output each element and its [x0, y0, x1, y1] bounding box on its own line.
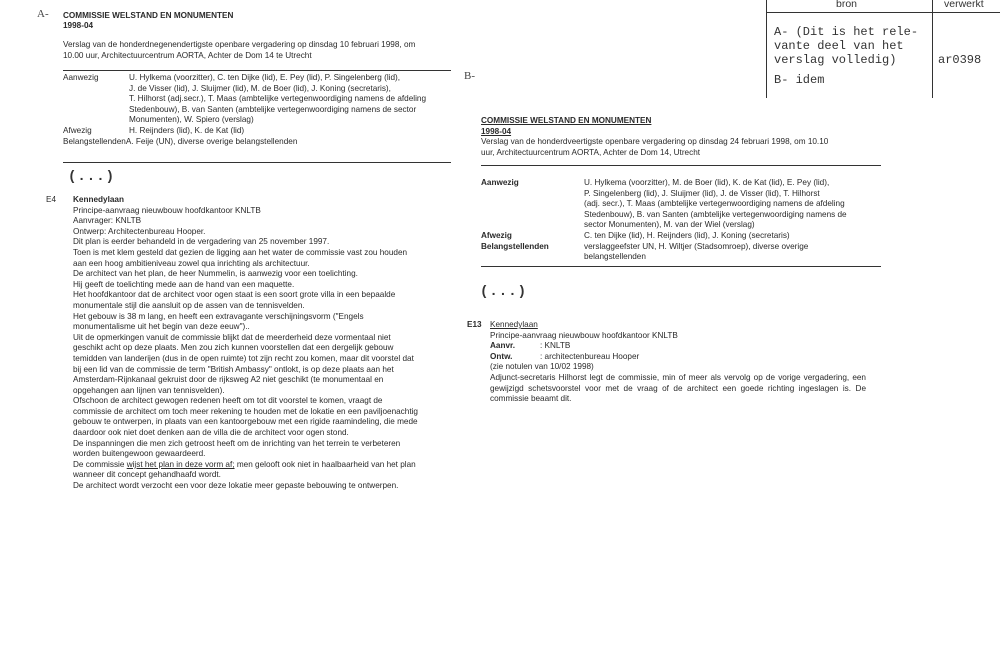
doc-a-item-code: E4	[46, 195, 57, 204]
attendance-names	[584, 178, 847, 231]
body-line: Toen is met klem gesteld dat gezien de ligging aan het water de commissie vast zou houden	[73, 247, 408, 257]
intro-line: uur, Architectuurcentrum AORTA, Achter de Dom 14, Utrecht	[481, 147, 701, 157]
names-line: T. Hilhorst (adj.secr.), T. Maas (ambtelijke vertegenwoordiging namens de afdeling	[129, 94, 427, 104]
doc-a-title: COMMISSIE WELSTAND EN MONUMENTEN	[63, 11, 234, 20]
intro-line: Verslag van de honderdveertigste openbare vergadering op dinsdag 24 februari 1998, om 10.10	[481, 137, 829, 146]
item-body	[73, 206, 463, 460]
body-line: Uit de opmerkingen vanuit de commissie blijkt dat de meerderheid deze vormentaal niet	[73, 332, 391, 342]
names-line: belangstellenden	[584, 252, 646, 262]
attendance-label: Belangstellenden	[63, 136, 126, 146]
table-border-left	[766, 0, 767, 98]
doc-a-ellipsis: (...)	[68, 169, 116, 185]
body-line: De architect wordt verzocht een voor deze lokatie meer gepaste bebouwing te ontwerpen.	[73, 481, 399, 491]
names-line: verslaggeefster UN, H. Wiltjer (Stadsomroep), diverse overige	[584, 241, 809, 251]
body-line: aan een hoog ambitieniveau zowel qua inrichting als architectuur.	[73, 258, 310, 268]
header-verwerkt: verwerkt	[944, 0, 984, 10]
verwerkt-code: ar0398	[938, 53, 982, 67]
decision-post: men gelooft ook niet in haalbaarheid van het plan	[234, 459, 416, 469]
body-line: temidden van landerijen (dus in de open ruimte) tot zijn recht zou komen, maar dit voorstel dat	[73, 353, 414, 363]
intro-line: Verslag van de honderdnegenendertigste openbare vergadering op dinsdag 10 februari 1998, om	[63, 40, 416, 49]
field-label: Ontw.	[490, 351, 513, 361]
attendance-label: Belangstellenden	[481, 241, 549, 251]
field-aanvr	[490, 341, 866, 352]
body-line: Het hoofdkantoor dat de architect voor ogen staat is een soort grote villa in een bepaalde	[73, 290, 396, 300]
body-line: bij een lid van de commissie de term "British Ambassy" ontlokt, is op deze plaats aan het	[73, 364, 394, 374]
doc-b-item-code: E13	[467, 320, 482, 329]
doc-b-rule-top	[481, 165, 881, 166]
names-line: P. Singelenberg (lid), J. Sluijmer (lid), J. de Visser (lid), T. Hilhorst	[584, 188, 820, 198]
item-body: Adjunct-secretaris Hilhorst legt de commissie, min of meer als vervolg op de vorige vergadering, een gewijzigd schetsvoorstel voor met de vraag of de architect een goede richting ingeslagen is. De commissie beaamt dit.	[490, 372, 866, 404]
decision-pre: De commissie	[73, 459, 127, 469]
attendance-afwezig	[481, 231, 901, 242]
doc-b-title: COMMISSIE WELSTAND EN MONUMENTEN	[481, 116, 652, 125]
names-line: J. de Visser (lid), J. Sluijmer (lid), M. de Boer (lid), J. Koning (secretaris),	[129, 83, 391, 93]
field-value: : architectenbureau Hooper	[540, 351, 640, 361]
body-line: opgehangen aan lijnen van tennisvelden).	[73, 385, 225, 395]
doc-b-attendance	[481, 178, 901, 263]
body-line: Ontwerp: Architectenbureau Hooper.	[73, 226, 206, 236]
doc-a-attendance	[63, 73, 463, 147]
names-line: Stedenbouw), B. van Santen (ambtelijke vertegenwoordiging namens de sector	[129, 104, 417, 114]
names-line: A. Feije (UN), diverse overige belangstellenden	[125, 136, 298, 146]
body-line: monumentalisme uit het begin van deze eeuw")..	[73, 322, 250, 332]
attendance-afwezig	[63, 126, 463, 137]
decision-line	[73, 460, 463, 471]
names-line: Monumenten), W. Spiero (verslag)	[129, 115, 254, 125]
bron-b-note: B- idem	[774, 73, 825, 87]
bron-line: vante deel van het	[774, 39, 904, 53]
body-line: Principe-aanvraag nieuwbouw hoofdkantoor KNLTB	[73, 205, 261, 215]
body-line: Dit plan is eerder behandeld in de vergadering van 25 november 1997.	[73, 237, 330, 247]
field-value: : KNLTB	[540, 341, 571, 351]
attendance-names	[129, 73, 426, 126]
field-ontw	[490, 352, 866, 363]
names-line: sector Monumenten), M. van der Wiel (verslag)	[584, 220, 755, 230]
names-line: H. Reijnders (lid), K. de Kat (lid)	[129, 125, 245, 135]
body-line: daardoor ook niet doet denken aan de villa die de architect voor ogen stond.	[73, 428, 349, 438]
body-line: Het gebouw is 38 m lang, en heeft een extravagante verschijningsvorm ("Engels	[73, 311, 364, 321]
body-line: Ofschoon de architect gewogen redenen heeft om tot dit voorstel te komen, vraagt de	[73, 396, 383, 406]
doc-a-marker: A-	[37, 8, 49, 20]
attendance-belangstellenden	[481, 242, 901, 263]
names-line: (adj. secr.), T. Maas (ambtelijke vertegenwoordiging namens de afdeling	[584, 199, 845, 209]
body-line: De architect van het plan, de heer Nummelin, is aanwezig voor een toelichting.	[73, 269, 358, 279]
attendance-label: Afwezig	[481, 230, 512, 240]
doc-a-item	[73, 195, 463, 492]
doc-b-item	[490, 320, 866, 405]
body-line: worden buitengewoon gewaardeerd.	[73, 449, 206, 459]
doc-a-number: 1998-04	[63, 21, 94, 30]
attendance-aanwezig	[63, 73, 463, 126]
doc-a-intro	[63, 40, 415, 61]
body-line: wanneer dit concept gehandhaafd wordt.	[73, 470, 221, 480]
attendance-label: Aanwezig	[481, 178, 519, 187]
names-line: Stedenbouw), B. van Santen (ambtelijke vertegenwoordiging namens de	[584, 209, 847, 219]
names-line: U. Hylkema (voorzitter), M. de Boer (lid), K. de Kat (lid), E. Pey (lid),	[584, 178, 830, 187]
item-note: (zie notulen van 10/02 1998)	[490, 362, 594, 372]
names-line: C. ten Dijke (lid), H. Reijnders (lid), J. Koning (secretaris)	[584, 230, 790, 240]
body-line: Aanvrager: KNLTB	[73, 216, 142, 226]
header-bron: bron	[836, 0, 858, 10]
field-label: Aanvr.	[490, 341, 516, 351]
item-subtitle: Principe-aanvraag nieuwbouw hoofdkantoor KNLTB	[490, 330, 678, 340]
attendance-label: Afwezig	[63, 125, 92, 135]
doc-b-marker: B-	[464, 70, 475, 82]
decision-underlined: wijst het plan in deze vorm af;	[126, 459, 235, 469]
source-table	[766, 0, 1000, 98]
item-title: Kennedylaan	[490, 320, 538, 329]
attendance-names	[584, 242, 808, 263]
body-line: geschikt acht op deze plaats. Men zou zich kunnen voorstellen dat een dergelijk gebouw	[73, 343, 394, 353]
body-line: De inspanningen die men zich getroost heeft om de inrichting van het terrein te verbeteren	[73, 438, 401, 448]
doc-b-ellipsis: (...)	[480, 284, 528, 300]
table-header-rule	[766, 12, 1000, 13]
attendance-aanwezig	[481, 178, 901, 231]
body-line: Hij geeft de toelichting mede aan de hand van een maquette.	[73, 279, 295, 289]
body-line: monumentale stijl die aansluit op de assen van de tennisvelden.	[73, 300, 305, 310]
doc-b-intro	[481, 137, 828, 158]
doc-a-rule-top	[63, 70, 451, 71]
body-line: gebouw te ontwerpen, in plaats van een kantoorgebouw met een rigide raamindeling, die mede	[73, 417, 418, 427]
attendance-label: Aanwezig	[63, 73, 99, 82]
doc-a-rule-bottom	[63, 162, 451, 163]
intro-line: 10.00 uur, Architectuurcentrum AORTA, Achter de Dom 14 te Utrecht	[63, 50, 312, 60]
doc-b-rule-bottom	[481, 266, 881, 267]
bron-line: A- (Dit is het rele-	[774, 25, 919, 39]
doc-b-number: 1998-04	[481, 127, 512, 136]
names-line: U. Hylkema (voorzitter), C. ten Dijke (lid), E. Pey (lid), P. Singelenberg (lid),	[129, 73, 401, 82]
body-line: commissie de architect om toch meer rekening te houden met de lokatie en een paviljoenachtig	[73, 406, 418, 416]
attendance-belangstellenden	[63, 137, 463, 148]
table-border-middle	[932, 0, 933, 98]
item-title: Kennedylaan	[73, 195, 124, 204]
bron-line: verslag volledig)	[774, 53, 897, 67]
body-line: Amsterdam-Rijnkanaal gekruist door de rijksweg A2 niet geschikt (te monumentaal en	[73, 375, 384, 385]
bron-a-note	[774, 25, 918, 67]
